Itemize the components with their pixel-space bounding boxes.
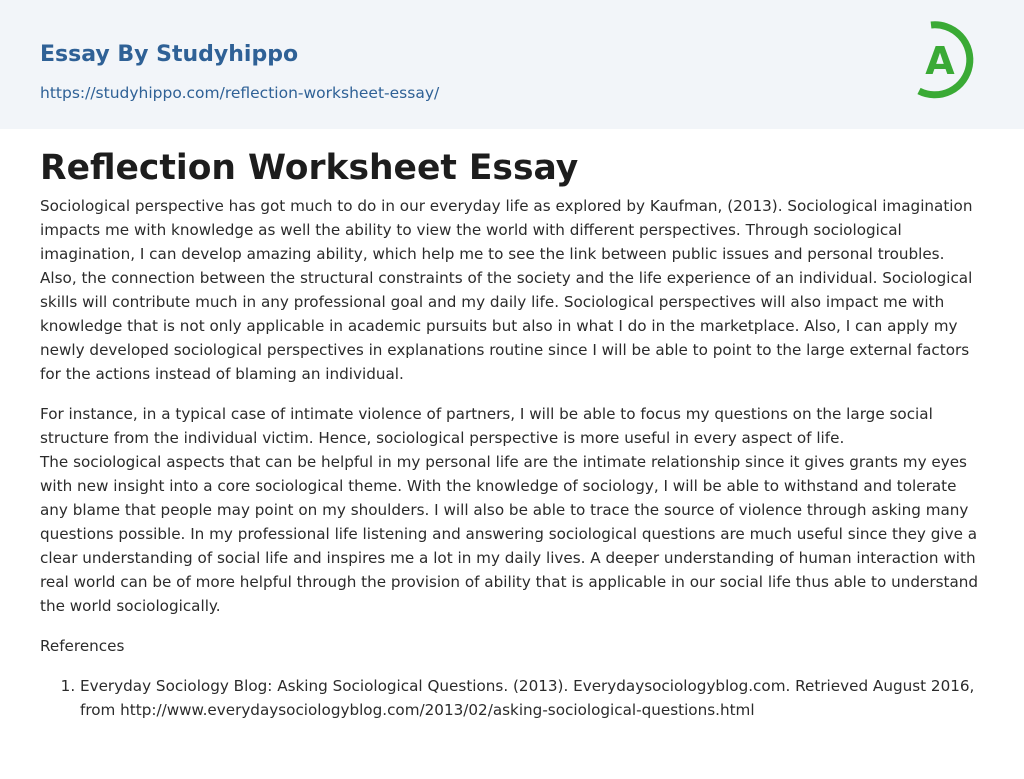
- logo-letter: A: [925, 39, 955, 83]
- site-header: [0, 0, 1024, 129]
- essay-paragraph-1: Sociological perspective has got much to do in our everyday life as explored by Kaufman, (2013). Sociological imagination impacts me with knowledge as well the ability to view the world with different perspectives. Through sociological imagination, I can develop amazing ability, which help me to see the link between public issues and personal troubles. Also, the connection between the structural constraints of the society and the life experience of an individual. Sociological skills will contribute much in any professional goal and my daily life. Sociological perspectives will also impact me with knowledge that is not only applicable in academic pursuits but also in what I do in the marketplace. Also, I can apply my newly developed sociological perspectives in explanations routine since I will be able to point to the large external factors for the actions instead of blaming an individual.: [40, 197, 973, 383]
- page-title: Reflection Worksheet Essay: [40, 148, 579, 188]
- studyhippo-logo-icon[interactable]: [907, 17, 991, 107]
- essay-paragraph-3: The sociological aspects that can be helpful in my personal life are the intimate relationship since it gives grants my eyes with new insight into a core sociological theme. With the knowledge of sociology, I will be able to withstand and tolerate any blame that people may point on my shoulders. I will also be able to trace the source of violence through asking many questions possible. In my professional life listening and answering sociological questions are much useful since they give a clear understanding of social life and inspires me a lot in my daily lives. A deeper understanding of human interaction with real world can be of more helpful through the provision of ability that is applicable in our social life thus able to understand the world sociologically.: [40, 453, 979, 615]
- site-title[interactable]: Essay By Studyhippo: [40, 42, 299, 67]
- references-list: [40, 674, 984, 722]
- references-heading: References: [40, 637, 125, 655]
- essay-content: [40, 146, 984, 722]
- reference-item: 1. Everyday Sociology Blog: Asking Sociological Questions. (2013). Everydaysociologyblog.com. Retrieved August 2016, from http://www.everydaysociologyblog.com/2013/02/asking-sociological-questions.html: [80, 674, 984, 722]
- essay-paragraph-2: For instance, in a typical case of intimate violence of partners, I will be able to focus my questions on the large social structure from the individual victim. Hence, sociological perspective is more useful in every aspect of life.: [40, 405, 933, 447]
- page-url-link[interactable]: https://studyhippo.com/reflection-worksheet-essay/: [40, 84, 440, 102]
